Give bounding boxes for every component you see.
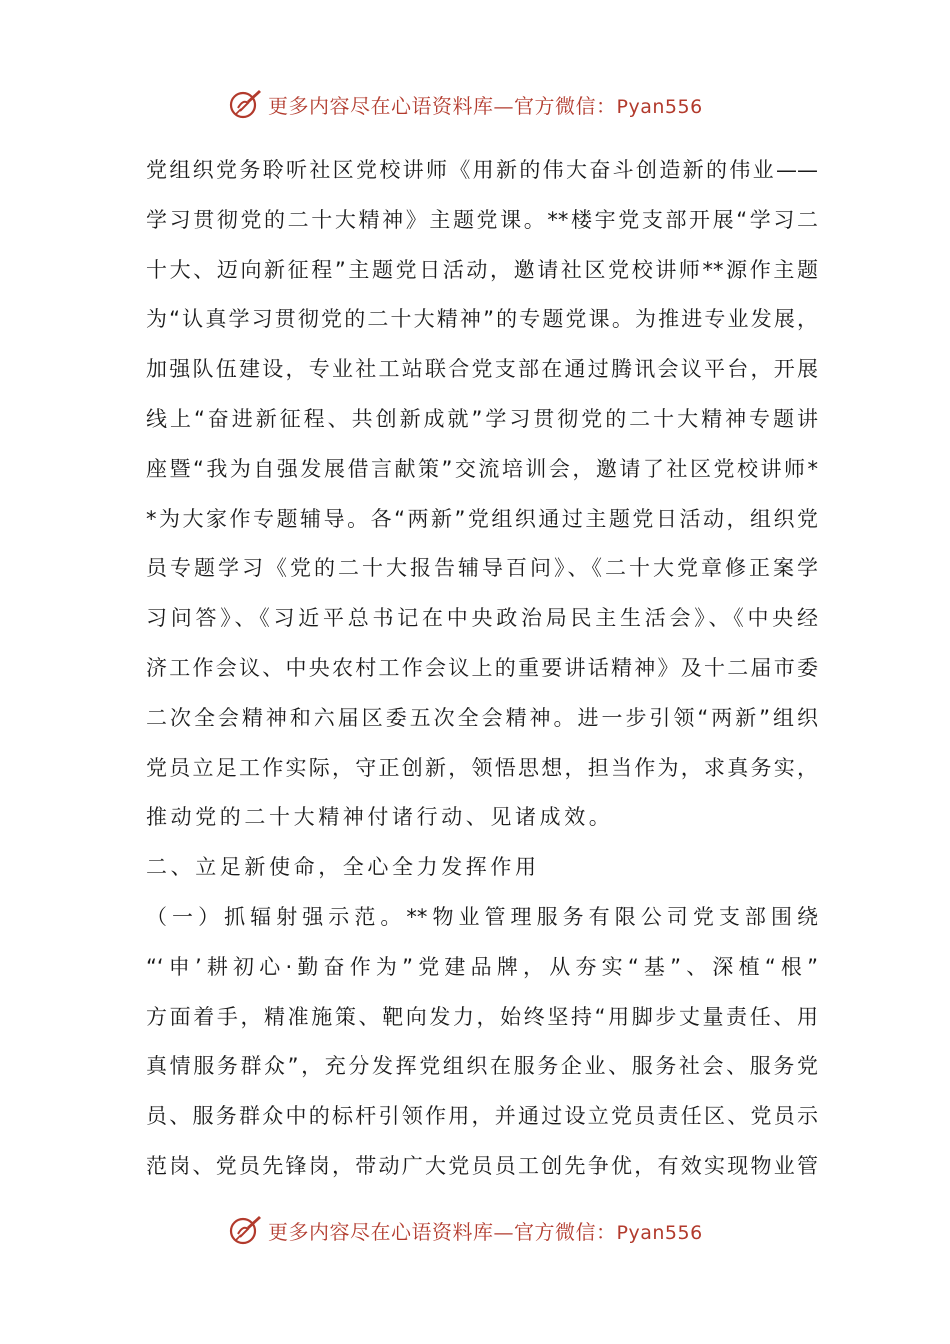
watermark-header — [228, 84, 703, 124]
body-line: 党员立足工作实际，守正创新，领悟思想，担当作为，求真务实， — [146, 755, 818, 780]
body-line: 推动党的二十大精神付诸行动、见诸成效。 — [146, 805, 614, 830]
body-line: “‘申’耕初心·勤奋作为”党建品牌，从夯实“基”、深植“根” — [146, 954, 818, 979]
body-line: 真情服务群众”，充分发挥党组织在服务企业、服务社会、服务党 — [146, 1054, 818, 1079]
pen-seal-icon — [228, 1213, 262, 1247]
body-line: 济工作会议、中央农村工作会议上的重要讲话精神》及十二届市委 — [146, 655, 818, 680]
body-line: 党组织党务聆听社区党校讲师《用新的伟大奋斗创造新的伟业—— — [146, 158, 818, 182]
body-line: （一）抓辐射强示范。**物业管理服务有限公司党支部围绕 — [146, 904, 818, 929]
section-heading: 二、立足新使命，全心全力发挥作用 — [146, 855, 540, 880]
watermark-text: 更多内容尽在心语资料库—官方微信：Pyan556 — [268, 1219, 703, 1244]
watermark-wechat-id: Pyan556 — [616, 95, 703, 118]
body-line: 十大、迈向新征程”主题党日活动，邀请社区党校讲师**源作主题 — [146, 257, 818, 282]
pen-seal-icon — [228, 87, 262, 121]
body-line: 员专题学习《党的二十大报告辅导百问》、《二十大党章修正案学 — [146, 556, 818, 581]
body-line: 方面着手，精准施策、靶向发力，始终坚持“用脚步丈量责任、用 — [146, 1004, 818, 1029]
body-line: 范岗、党员先锋岗，带动广大党员员工创先争优，有效实现物业管 — [146, 1153, 818, 1178]
watermark-text: 更多内容尽在心语资料库—官方微信：Pyan556 — [268, 93, 703, 118]
watermark-footer — [228, 1210, 703, 1250]
body-line: 加强队伍建设，专业社工站联合党支部在通过腾讯会议平台，开展 — [146, 357, 818, 382]
body-line: *为大家作专题辅导。各“两新”党组织通过主题党日活动，组织党 — [146, 506, 818, 531]
body-line: 为“认真学习贯彻党的二十大精神”的专题党课。为推进专业发展， — [146, 307, 818, 332]
body-line: 学习贯彻党的二十大精神》主题党课。**楼宇党支部开展“学习二 — [146, 207, 818, 232]
watermark-wechat-id: Pyan556 — [616, 1221, 703, 1244]
body-line: 习问答》、《习近平总书记在中央政治局民主生活会》、《中央经 — [146, 606, 818, 631]
body-line: 员、服务群众中的标杆引领作用，并通过设立党员责任区、党员示 — [146, 1104, 818, 1129]
body-line: 二次全会精神和六届区委五次全会精神。进一步引领“两新”组织 — [146, 705, 818, 730]
body-line: 座暨“我为自强发展借言献策”交流培训会，邀请了社区党校讲师* — [146, 456, 818, 481]
body-line: 线上“奋进新征程、共创新成就”学习贯彻党的二十大精神专题讲 — [146, 406, 818, 431]
document-body — [146, 150, 818, 1196]
